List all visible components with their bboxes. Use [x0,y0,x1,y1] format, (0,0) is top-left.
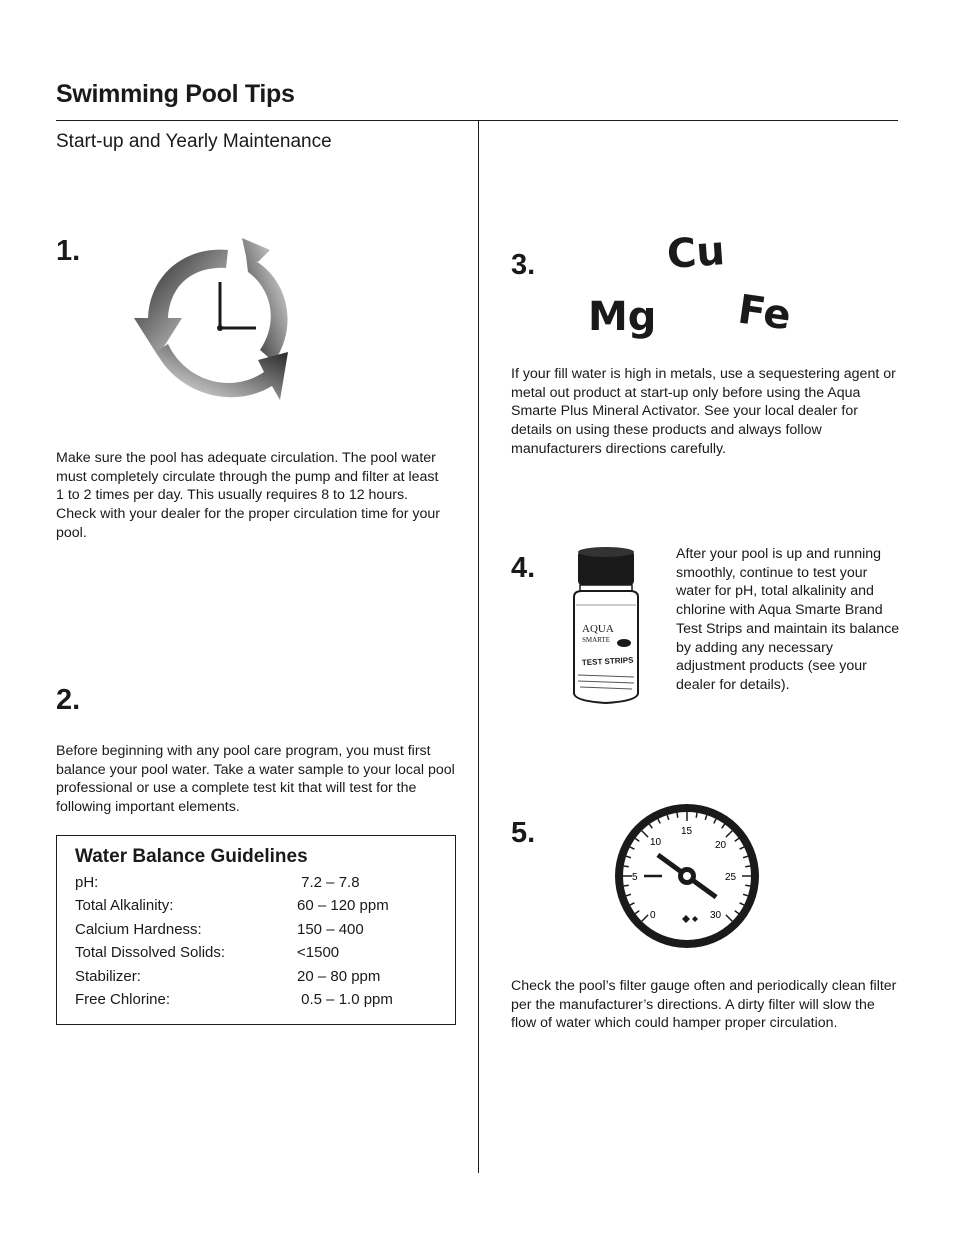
step-1-text: Make sure the pool has adequate circulation. The pool water must completely circulate through the pump and filter at least 1 to 2 times per day. This usually requires 8 to 12 hours. Check with your dealer for the proper circulation time for your pool. [56,450,441,541]
step-2-number: 2. [56,684,81,716]
gauge-tick [745,866,750,867]
row-label: Calcium Hardness: [75,921,202,938]
gauge-label-20: 20 [715,840,727,851]
bottle-brand-top: AQUA [582,623,614,635]
metal-cu: Cu [665,228,727,278]
row-value: 7.2 – 7.8 [297,874,360,891]
step-5-text: Check the pool’s filter gauge often and periodically clean filter per the manufacturer’s directions. A dirty filter will slow the flow of water which could hamper proper circulation. [511,978,897,1032]
bottle-product-label: TEST STRIPS [581,655,634,668]
step-4-number: 4. [511,552,536,584]
step-2-text: Before beginning with any pool care program, you must first balance your pool water. Take a water sample to your local pool professional or use a complete test kit that will test for the following important elements. [56,743,455,816]
section-subtitle: Start-up and Yearly Maintenance [56,131,332,152]
step-4-text: After your pool is up and running smoothly, continue to test your water for pH, total alkalinity and chlorine with Aqua Smarte Brand Test Strips and maintain its balance by adding any necessary adjustment products (see your dealer for details). [676,546,900,693]
step-3-number: 3. [511,249,536,281]
row-value: <1500 [297,944,340,961]
page-title: Swimming Pool Tips [56,80,295,108]
test-strips-bottle-icon [568,545,644,707]
gauge-label-25: 25 [725,872,737,883]
gauge-label-15: 15 [681,826,693,837]
header-divider [56,120,898,121]
row-value: 150 – 400 [297,921,364,938]
gauge-label-30: 30 [710,910,722,921]
gauge-label-10: 10 [650,837,662,848]
row-value: 20 – 80 ppm [297,968,381,985]
metal-fe: Fe [735,286,794,340]
water-balance-box [56,835,456,1025]
row-label: Total Dissolved Solids: [75,944,226,961]
step-3-text: If your fill water is high in metals, use a sequestering agent or metal out product at start-up only before using the Aqua Smarte Plus Mineral Activator. See your local dealer for details on using these products and always follow manufacturers directions carefully. [511,366,896,457]
metal-mg: Mg [588,294,657,340]
step-5-number: 5. [511,817,536,849]
row-value: 60 – 120 ppm [297,897,389,914]
gauge-tick [624,885,629,886]
row-label: Total Alkalinity: [75,897,174,914]
gauge-tick [696,813,697,818]
filter-pressure-gauge-icon [612,800,762,952]
bottle-brand-bottom: SMARTE [582,636,610,644]
gauge-label-5: 5 [632,872,638,883]
row-label: Free Chlorine: [75,991,171,1008]
row-label: pH: [75,874,99,891]
circulation-clock-icon [128,232,310,404]
step-1-number: 1. [56,235,81,267]
gauge-tick [624,866,629,867]
column-divider [478,121,479,1173]
row-label: Stabilizer: [75,968,141,985]
row-value: 0.5 – 1.0 ppm [297,991,393,1008]
gauge-label-0: 0 [650,910,656,921]
water-balance-title: Water Balance Guidelines [75,846,308,867]
gauge-tick [677,813,678,818]
gauge-tick [745,885,750,886]
